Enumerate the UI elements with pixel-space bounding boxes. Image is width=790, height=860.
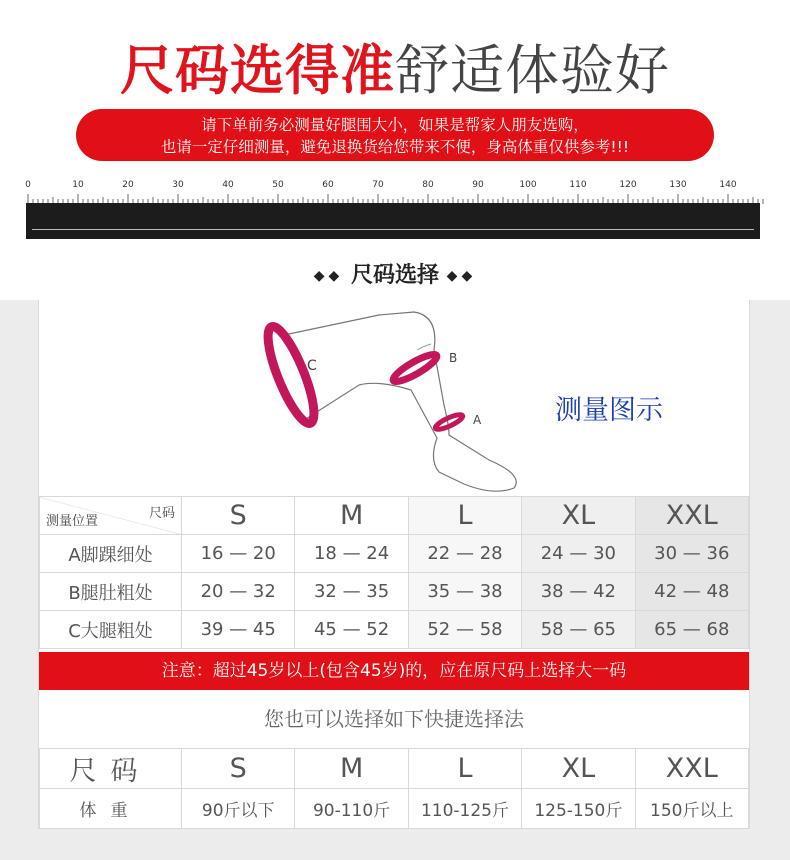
table-row — [40, 573, 749, 611]
ruler-tick-label: 120 — [619, 180, 637, 190]
marker-c: C — [307, 358, 317, 374]
row-label-size: 尺码 — [40, 749, 182, 789]
headline — [0, 28, 790, 105]
row-label-calf: B腿肚粗处 — [40, 573, 182, 611]
thigh-band-c — [259, 322, 322, 428]
table-row — [40, 535, 749, 573]
table-cell: 16 — 20 — [182, 535, 295, 573]
weight-size-m: M — [295, 749, 408, 789]
age-note-bar: 注意：超过45岁以上(包含45岁)的，应在原尺码上选择大一码 — [39, 652, 749, 690]
ruler-tick-label: 30 — [172, 180, 184, 190]
ruler-tick-label: 50 — [272, 180, 284, 190]
notice-line-1: 请下单前务必测量好腿围大小，如果是帮家人朋友选购， — [201, 116, 589, 134]
corner-position-label: 测量位置 — [46, 514, 99, 529]
weight-size-row — [40, 749, 749, 789]
corner-size-label: 尺码 — [148, 506, 175, 521]
size-table-corner — [40, 497, 182, 535]
ruler-bar-line — [32, 229, 754, 230]
table-row — [40, 789, 749, 829]
size-panel — [38, 300, 750, 829]
calf-band-b — [390, 350, 439, 385]
leg-outline — [284, 312, 516, 491]
table-cell: 45 — 52 — [295, 611, 408, 649]
headline-gray: 舒适体验好 — [395, 39, 670, 102]
section-title — [0, 258, 790, 289]
diamond-left-icon: ◆◆ — [313, 268, 344, 284]
ruler-tick-label: 80 — [422, 180, 434, 190]
row-label-weight: 体重 — [40, 789, 182, 829]
ruler-tick-label: 60 — [322, 180, 334, 190]
weight-table — [39, 748, 749, 829]
ruler-tick-label: 140 — [719, 180, 737, 190]
ruler-tick-label: 40 — [222, 180, 234, 190]
weight-size-l: L — [408, 749, 521, 789]
table-cell: 30 — 36 — [635, 535, 748, 573]
notice-line-2: 也请一定仔细测量，避免退换货给您带来不便，身高体重仅供参考!!! — [160, 138, 630, 156]
table-row — [40, 611, 749, 649]
table-cell: 38 — 42 — [522, 573, 635, 611]
leg-measurement-diagram — [239, 310, 539, 495]
table-cell: 90斤以下 — [182, 789, 295, 829]
headline-red: 尺码选得准 — [120, 39, 395, 102]
ruler-tick-label: 0 — [25, 180, 31, 190]
table-cell: 58 — 65 — [522, 611, 635, 649]
marker-a: A — [473, 413, 482, 427]
table-cell: 20 — 32 — [182, 573, 295, 611]
size-header-s: S — [182, 497, 295, 535]
size-header-l: L — [408, 497, 521, 535]
alt-method-title: 您也可以选择如下快捷选择法 — [39, 690, 749, 749]
diamond-right-icon: ◆◆ — [446, 268, 477, 284]
ruler-tick-label: 20 — [122, 180, 134, 190]
table-cell: 90-110斤 — [295, 789, 408, 829]
ruler-tick-label: 10 — [72, 180, 84, 190]
table-cell: 18 — 24 — [295, 535, 408, 573]
weight-size-xxl: XXL — [635, 749, 748, 789]
table-cell: 42 — 48 — [635, 573, 748, 611]
table-cell: 35 — 38 — [408, 573, 521, 611]
top-banner — [0, 0, 790, 300]
ruler-tick-label: 70 — [372, 180, 384, 190]
ruler-scale — [26, 170, 766, 204]
weight-size-xl: XL — [522, 749, 635, 789]
ruler-tick-label: 90 — [472, 180, 484, 190]
ruler-tick-label: 100 — [519, 180, 537, 190]
table-cell: 39 — 45 — [182, 611, 295, 649]
ankle-band-a — [434, 412, 465, 432]
table-cell: 52 — 58 — [408, 611, 521, 649]
ruler-bar — [26, 203, 760, 239]
table-cell: 65 — 68 — [635, 611, 748, 649]
size-header-m: M — [295, 497, 408, 535]
size-table — [39, 496, 749, 649]
table-cell: 125-150斤 — [522, 789, 635, 829]
table-cell: 22 — 28 — [408, 535, 521, 573]
size-header-xl: XL — [522, 497, 635, 535]
measurement-notice — [76, 109, 714, 161]
table-cell: 110-125斤 — [408, 789, 521, 829]
diagram-label: 测量图示 — [555, 395, 663, 426]
weight-size-s: S — [182, 749, 295, 789]
size-header-xxl: XXL — [635, 497, 748, 535]
table-cell: 150斤以上 — [635, 789, 748, 829]
ruler-tick-label: 110 — [569, 180, 587, 190]
section-title-text: 尺码选择 — [350, 263, 439, 288]
row-label-ankle: A脚踝细处 — [40, 535, 182, 573]
table-cell: 32 — 35 — [295, 573, 408, 611]
row-label-thigh: C大腿粗处 — [40, 611, 182, 649]
table-cell: 24 — 30 — [522, 535, 635, 573]
marker-b: B — [449, 351, 458, 365]
ruler-tick-label: 130 — [669, 180, 687, 190]
size-header-row — [40, 497, 749, 535]
